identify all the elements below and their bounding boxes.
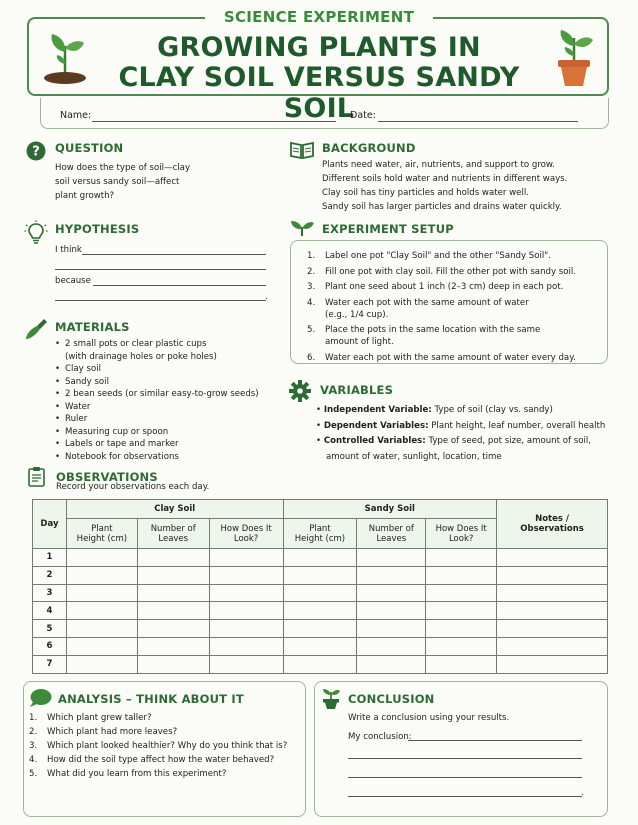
setup-step: 6. Water each pot with the same amount of water every day. — [307, 352, 576, 363]
materials-list — [55, 338, 280, 463]
conclusion-period: . — [581, 788, 584, 798]
page-title-line-1: GROWING PLANTS IN — [157, 32, 481, 63]
observation-cell[interactable] — [497, 584, 608, 602]
hypothesis-title: HYPOTHESIS — [55, 222, 140, 236]
hypothesis-line-3[interactable] — [93, 285, 266, 286]
observation-cell[interactable] — [357, 549, 426, 567]
day-number: 6 — [33, 637, 67, 655]
material-item: • Ruler — [55, 413, 280, 426]
variables-list — [316, 403, 616, 465]
conclusion-title: CONCLUSION — [348, 692, 435, 706]
svg-text:?: ? — [32, 144, 40, 160]
conclusion-prompt: Write a conclusion using your results. — [348, 713, 510, 723]
observation-cell[interactable] — [209, 620, 283, 638]
analysis-questions — [27, 712, 302, 782]
observation-cell[interactable] — [66, 655, 137, 673]
setup-step: 3. Plant one seed about 1 inch (2–3 cm) deep in each pot. — [307, 282, 564, 292]
observation-cell[interactable] — [497, 566, 608, 584]
variables-title: VARIABLES — [320, 383, 394, 397]
observation-cell[interactable] — [137, 549, 209, 567]
day-number: 7 — [33, 655, 67, 673]
date-field[interactable] — [378, 121, 578, 122]
date-label: Date: — [350, 110, 376, 121]
observation-cell[interactable] — [283, 549, 357, 567]
observation-cell[interactable] — [357, 602, 426, 620]
observation-cell[interactable] — [357, 584, 426, 602]
sprout-in-soil-icon — [42, 26, 88, 84]
setup-title: EXPERIMENT SETUP — [322, 222, 454, 236]
hypothesis-period: . — [265, 292, 268, 302]
observation-cell[interactable] — [283, 584, 357, 602]
sprout-icon — [289, 219, 315, 237]
analysis-title: ANALYSIS – THINK ABOUT IT — [58, 692, 244, 706]
background-line: Sandy soil has larger particles and drains water quickly. — [322, 202, 562, 212]
setup-step: 4. Water each pot with the same amount of water (e.g., 1/4 cup). — [307, 297, 529, 320]
setup-steps — [305, 250, 605, 367]
material-item: • Notebook for observations — [55, 451, 280, 464]
observation-cell[interactable] — [426, 602, 497, 620]
setup-step: 2. Fill one pot with clay soil. Fill the other pot with sandy soil. — [307, 266, 577, 277]
question-line: plant growth? — [55, 191, 115, 201]
observation-cell[interactable] — [357, 655, 426, 673]
observation-cell[interactable] — [137, 584, 209, 602]
observation-cell[interactable] — [66, 637, 137, 655]
material-item: • Labels or tape and marker — [55, 438, 280, 451]
table-row — [33, 655, 608, 673]
clay-leaves-header: Number of Leaves — [137, 519, 209, 549]
conclusion-line-1[interactable] — [408, 740, 582, 741]
material-item: • 2 small pots or clear plastic cups — [55, 338, 280, 351]
table-row — [33, 602, 608, 620]
observation-cell[interactable] — [66, 620, 137, 638]
table-row — [33, 637, 608, 655]
observations-subtitle: Record your observations each day. — [56, 482, 210, 492]
observation-cell[interactable] — [426, 549, 497, 567]
table-row — [33, 620, 608, 638]
observation-cell[interactable] — [283, 637, 357, 655]
table-row — [33, 549, 608, 567]
hypothesis-i-think-label: I think — [55, 245, 82, 255]
analysis-question: 4. How did the soil type affect how the water behaved? — [29, 755, 275, 765]
observation-cell[interactable] — [426, 584, 497, 602]
background-line: Different soils hold water and nutrients in different ways. — [322, 174, 568, 184]
background-line: Clay soil has tiny particles and holds water well. — [322, 188, 529, 198]
observation-cell[interactable] — [283, 655, 357, 673]
independent-variable: • Independent Variable: Type of soil (clay vs. sandy) — [316, 405, 553, 415]
day-number: 1 — [33, 549, 67, 567]
observation-cell[interactable] — [209, 655, 283, 673]
observation-cell[interactable] — [209, 637, 283, 655]
observation-cell[interactable] — [497, 602, 608, 620]
observation-cell[interactable] — [66, 584, 137, 602]
hypothesis-line-4[interactable] — [55, 300, 266, 301]
conclusion-line-4[interactable] — [348, 796, 582, 797]
observation-cell[interactable] — [497, 637, 608, 655]
hypothesis-line-1[interactable] — [82, 254, 266, 255]
potted-plant-icon — [321, 688, 341, 710]
clay-look-header: How Does It Look? — [209, 519, 283, 549]
clipboard-icon — [28, 466, 45, 487]
clay-height-header: Plant Height (cm) — [66, 519, 137, 549]
analysis-question: 2. Which plant had more leaves? — [29, 727, 178, 737]
question-line: soil versus sandy soil—affect — [55, 177, 180, 187]
sandy-look-header: How Does It Look? — [426, 519, 497, 549]
observation-cell[interactable] — [66, 549, 137, 567]
gear-icon — [289, 380, 311, 402]
notes-header: Notes / Observations — [497, 500, 608, 549]
sandy-soil-header: Sandy Soil — [283, 500, 497, 519]
observation-cell[interactable] — [283, 602, 357, 620]
observation-cell[interactable] — [137, 637, 209, 655]
name-date-panel — [40, 98, 609, 129]
hypothesis-line-2[interactable] — [55, 269, 266, 270]
analysis-question: 1. Which plant grew taller? — [29, 713, 152, 723]
open-book-icon — [289, 140, 315, 160]
material-item: • Water — [55, 401, 280, 414]
day-header: Day — [33, 500, 67, 549]
observation-cell[interactable] — [66, 602, 137, 620]
name-field[interactable] — [92, 121, 336, 122]
sandy-height-header: Plant Height (cm) — [283, 519, 357, 549]
potted-plant-icon — [553, 26, 595, 88]
day-number: 3 — [33, 584, 67, 602]
question-mark-circle-icon — [26, 141, 46, 161]
observation-cell[interactable] — [357, 637, 426, 655]
observation-cell[interactable] — [137, 620, 209, 638]
speech-bubble-icon — [28, 688, 52, 708]
conclusion-label: My conclusion: — [348, 732, 412, 742]
table-row — [33, 584, 608, 602]
observation-cell[interactable] — [209, 566, 283, 584]
day-number: 5 — [33, 620, 67, 638]
conclusion-line-2[interactable] — [348, 758, 582, 759]
day-number: 2 — [33, 566, 67, 584]
observation-cell[interactable] — [426, 637, 497, 655]
setup-step: 5. Place the pots in the same location with the same amount of light. — [307, 325, 541, 347]
material-item: • Clay soil — [55, 363, 280, 376]
observations-table — [32, 499, 608, 674]
trowel-icon — [24, 317, 48, 341]
hypothesis-because-label: because — [55, 276, 91, 286]
observation-cell[interactable] — [209, 602, 283, 620]
observation-cell[interactable] — [209, 584, 283, 602]
lightbulb-icon — [24, 220, 48, 244]
observation-cell[interactable] — [137, 566, 209, 584]
kicker-title: SCIENCE EXPERIMENT — [205, 8, 433, 26]
observation-cell[interactable] — [357, 566, 426, 584]
background-title: BACKGROUND — [322, 141, 416, 155]
material-item: • Measuring cup or spoon — [55, 426, 280, 439]
analysis-question: 3. Which plant looked healthier? Why do you think that is? — [29, 741, 288, 751]
observations-title: OBSERVATIONS — [56, 470, 158, 484]
observation-cell[interactable] — [426, 655, 497, 673]
question-line: How does the type of soil—clay — [55, 163, 191, 173]
observation-cell[interactable] — [426, 566, 497, 584]
setup-step: 1. Label one pot "Clay Soil" and the other "Sandy Soil". — [307, 251, 551, 261]
materials-title: MATERIALS — [55, 320, 130, 334]
background-line: Plants need water, air, nutrients, and support to grow. — [322, 160, 555, 170]
observation-cell[interactable] — [497, 655, 608, 673]
material-item: • 2 bean seeds (or similar easy-to-grow seeds) — [55, 388, 280, 401]
question-title: QUESTION — [55, 141, 124, 155]
question-text — [55, 161, 190, 203]
observation-cell[interactable] — [137, 655, 209, 673]
conclusion-line-3[interactable] — [348, 777, 582, 778]
observation-cell[interactable] — [357, 620, 426, 638]
sandy-leaves-header: Number of Leaves — [357, 519, 426, 549]
material-item-continuation: (with drainage holes or poke holes) — [65, 351, 217, 362]
controlled-variables-continuation: amount of water, sunlight, location, time — [326, 451, 502, 462]
background-text — [322, 158, 567, 214]
analysis-question: 5. What did you learn from this experiment? — [29, 769, 227, 779]
observation-cell[interactable] — [137, 602, 209, 620]
observation-cell[interactable] — [66, 566, 137, 584]
name-label: Name: — [60, 110, 92, 121]
observation-cell[interactable] — [283, 566, 357, 584]
observation-cell[interactable] — [426, 620, 497, 638]
page-title-line-2: CLAY SOIL VERSUS SANDY SOIL — [118, 62, 520, 124]
observation-cell[interactable] — [283, 620, 357, 638]
observation-cell[interactable] — [209, 549, 283, 567]
observation-cell[interactable] — [497, 549, 608, 567]
table-row — [33, 566, 608, 584]
observation-cell[interactable] — [497, 620, 608, 638]
material-item: • Sandy soil — [55, 376, 280, 389]
clay-soil-header: Clay Soil — [66, 500, 283, 519]
day-number: 4 — [33, 602, 67, 620]
controlled-variables: • Controlled Variables: Type of seed, pot size, amount of soil, — [316, 436, 591, 446]
dependent-variables: • Dependent Variables: Plant height, leaf number, overall health — [316, 420, 606, 431]
